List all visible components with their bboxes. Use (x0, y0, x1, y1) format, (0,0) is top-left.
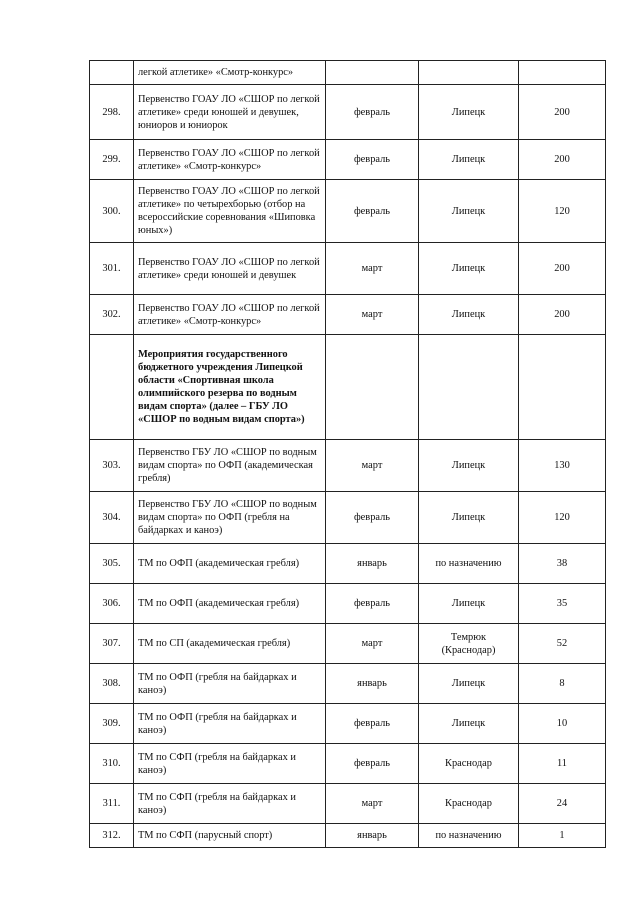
participant-count (519, 61, 606, 85)
event-month: март (326, 624, 419, 664)
event-month: январь (326, 544, 419, 584)
participant-count: 200 (519, 85, 606, 140)
event-place: Липецк (419, 85, 519, 140)
event-name: Первенство ГОАУ ЛО «СШОР по легкой атлетике» «Смотр-конкурс» (134, 140, 326, 180)
row-number: 312. (90, 824, 134, 848)
event-place: Темрюк (Краснодар) (419, 624, 519, 664)
participant-count: 120 (519, 180, 606, 243)
event-name: Первенство ГОАУ ЛО «СШОР по легкой атлетике» «Смотр-конкурс» (134, 295, 326, 335)
event-month: февраль (326, 492, 419, 544)
event-month: февраль (326, 704, 419, 744)
row-number: 311. (90, 784, 134, 824)
participant-count: 200 (519, 295, 606, 335)
row-number: 309. (90, 704, 134, 744)
event-name: ТМ по ОФП (гребля на байдарках и каноэ) (134, 664, 326, 704)
event-name: Первенство ГБУ ЛО «СШОР по водным видам спорта» по ОФП (академическая гребля) (134, 440, 326, 492)
participant-count: 120 (519, 492, 606, 544)
table-row (90, 243, 606, 295)
event-place (419, 335, 519, 440)
section-header-row (90, 335, 606, 440)
event-name: ТМ по СП (академическая гребля) (134, 624, 326, 664)
row-number: 303. (90, 440, 134, 492)
event-month: март (326, 784, 419, 824)
event-place: Липецк (419, 140, 519, 180)
participant-count: 10 (519, 704, 606, 744)
participant-count: 38 (519, 544, 606, 584)
table-row (90, 180, 606, 243)
row-number: 298. (90, 85, 134, 140)
event-name: ТМ по СФП (гребля на байдарках и каноэ) (134, 784, 326, 824)
participant-count: 1 (519, 824, 606, 848)
participant-count: 11 (519, 744, 606, 784)
table-row (90, 744, 606, 784)
participant-count: 8 (519, 664, 606, 704)
row-number: 305. (90, 544, 134, 584)
event-name: ТМ по СФП (парусный спорт) (134, 824, 326, 848)
table-row (90, 440, 606, 492)
event-place: по назначению (419, 544, 519, 584)
row-number: 301. (90, 243, 134, 295)
event-month: март (326, 295, 419, 335)
event-month: февраль (326, 744, 419, 784)
event-place: Краснодар (419, 744, 519, 784)
table-row (90, 544, 606, 584)
row-number: 310. (90, 744, 134, 784)
table-row (90, 704, 606, 744)
table-row (90, 492, 606, 544)
event-name: Первенство ГБУ ЛО «СШОР по водным видам спорта» по ОФП (гребля на байдарках и каноэ) (134, 492, 326, 544)
row-number: 304. (90, 492, 134, 544)
event-name: ТМ по ОФП (академическая гребля) (134, 584, 326, 624)
event-month: март (326, 440, 419, 492)
event-name: ТМ по ОФП (гребля на байдарках и каноэ) (134, 704, 326, 744)
event-place: Липецк (419, 295, 519, 335)
event-name: Первенство ГОАУ ЛО «СШОР по легкой атлетике» среди юношей и девушек, юниоров и юниорок (134, 85, 326, 140)
events-table (89, 60, 606, 848)
participant-count: 35 (519, 584, 606, 624)
table-row (90, 295, 606, 335)
table-row (90, 624, 606, 664)
event-month: январь (326, 664, 419, 704)
event-name: Мероприятия государственного бюджетного учреждения Липецкой области «Спортивная школа олимпийского резерва по водным видам спорта» (далее – ГБУ ЛО «СШОР по водным видам спорта») (134, 335, 326, 440)
participant-count: 200 (519, 243, 606, 295)
row-number (90, 335, 134, 440)
participant-count (519, 335, 606, 440)
row-number: 299. (90, 140, 134, 180)
table-row (90, 85, 606, 140)
event-month: февраль (326, 140, 419, 180)
event-name: легкой атлетике» «Смотр-конкурс» (134, 61, 326, 85)
event-place: Липецк (419, 704, 519, 744)
event-place: Липецк (419, 664, 519, 704)
event-month (326, 335, 419, 440)
event-name: ТМ по СФП (гребля на байдарках и каноэ) (134, 744, 326, 784)
event-name: Первенство ГОАУ ЛО «СШОР по легкой атлетике» среди юношей и девушек (134, 243, 326, 295)
table-row (90, 664, 606, 704)
event-place: по назначению (419, 824, 519, 848)
participant-count: 24 (519, 784, 606, 824)
row-number (90, 61, 134, 85)
event-month: январь (326, 824, 419, 848)
event-name: Первенство ГОАУ ЛО «СШОР по легкой атлетике» по четырехборью (отбор на всероссийские соревнования «Шиповка юных») (134, 180, 326, 243)
participant-count: 130 (519, 440, 606, 492)
events-table-body (90, 61, 606, 848)
event-place: Краснодар (419, 784, 519, 824)
event-place (419, 61, 519, 85)
event-month: март (326, 243, 419, 295)
event-month: февраль (326, 85, 419, 140)
table-row (90, 784, 606, 824)
event-month (326, 61, 419, 85)
event-place: Липецк (419, 584, 519, 624)
event-place: Липецк (419, 440, 519, 492)
row-number: 307. (90, 624, 134, 664)
row-number: 302. (90, 295, 134, 335)
event-place: Липецк (419, 492, 519, 544)
event-place: Липецк (419, 180, 519, 243)
participant-count: 52 (519, 624, 606, 664)
table-row (90, 584, 606, 624)
event-month: февраль (326, 180, 419, 243)
event-name: ТМ по ОФП (академическая гребля) (134, 544, 326, 584)
table-row (90, 140, 606, 180)
row-number: 308. (90, 664, 134, 704)
table-row (90, 61, 606, 85)
event-place: Липецк (419, 243, 519, 295)
row-number: 300. (90, 180, 134, 243)
event-month: февраль (326, 584, 419, 624)
participant-count: 200 (519, 140, 606, 180)
table-row (90, 824, 606, 848)
row-number: 306. (90, 584, 134, 624)
